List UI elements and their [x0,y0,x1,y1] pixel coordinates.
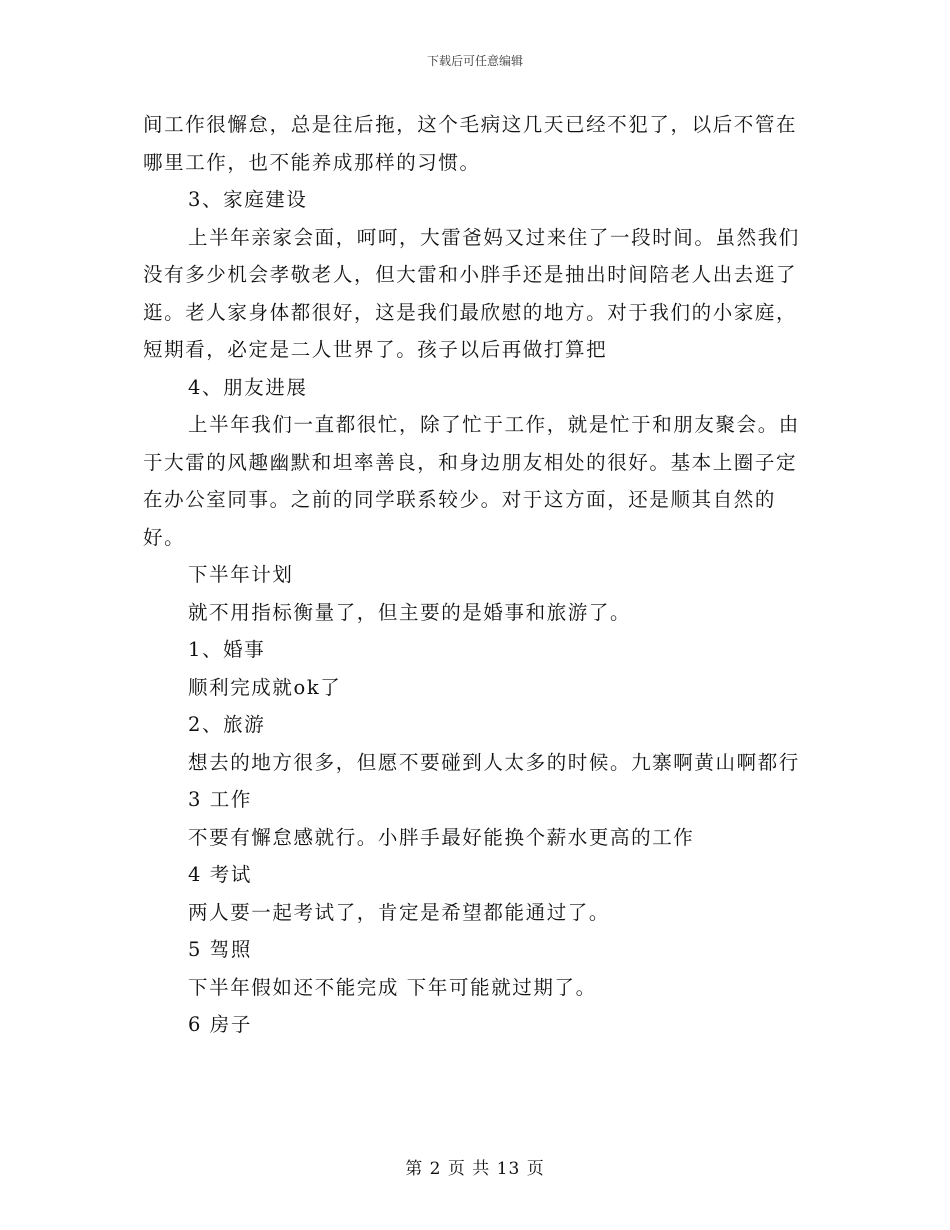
paragraph-1: 间工作很懈怠，总是往后拖，这个毛病这几天已经不犯了，以后不管在哪里工作，也不能养成那样的习惯。 [143,113,798,174]
paragraph-family: 上半年亲家会面，呵呵，大雷爸妈又过来住了一段时间。虽然我们没有多少机会孝敬老人，但大雷和小胖手还是抽出时间陪老人出去逛了逛。老人家身体都很好，这是我们最欣慰的地方。对于我们的小家庭，短期看，必定是二人世界了。孩子以后再做打算把 [143,225,800,361]
page-footer: 第 2 页 共 13 页 [405,1159,545,1179]
heading-family-building: 3、家庭建设 [188,188,308,211]
paragraph-wedding: 顺利完成就ok了 [188,675,342,699]
paragraph-plan-intro: 就不用指标衡量了，但主要的是婚事和旅游了。 [188,600,632,624]
heading-second-half-plan: 下半年计划 [188,563,294,586]
document-body [143,106,803,1044]
paragraph-work: 不要有懈怠感就行。小胖手最好能换个薪水更高的工作 [188,825,695,849]
heading-work: 3 工作 [188,788,253,811]
heading-house: 6 房子 [188,1013,253,1036]
page-header: 下载后可任意编辑 [426,54,523,68]
heading-driving-license: 5 驾照 [188,938,253,961]
heading-friends: 4、朋友进展 [188,375,308,399]
heading-travel: 2、旅游 [188,713,266,736]
heading-wedding: 1、婚事 [188,638,266,661]
paragraph-friends: 上半年我们一直都很忙，除了忙于工作，就是忙于和朋友聚会。由于大雷的风趣幽默和坦率善良，和身边朋友相处的很好。基本上圈子定在办公室同事。之前的同学联系较少。对于这方面，还是顺其自然的好。 [143,413,800,549]
paragraph-driving-license: 下半年假如还不能完成 下年可能就过期了。 [188,975,597,999]
paragraph-travel: 想去的地方很多，但愿不要碰到人太多的时候。九寨啊黄山啊都行 [188,750,800,774]
heading-exam: 4 考试 [188,863,253,886]
paragraph-exam: 两人要一起考试了，肯定是希望都能通过了。 [188,900,611,924]
